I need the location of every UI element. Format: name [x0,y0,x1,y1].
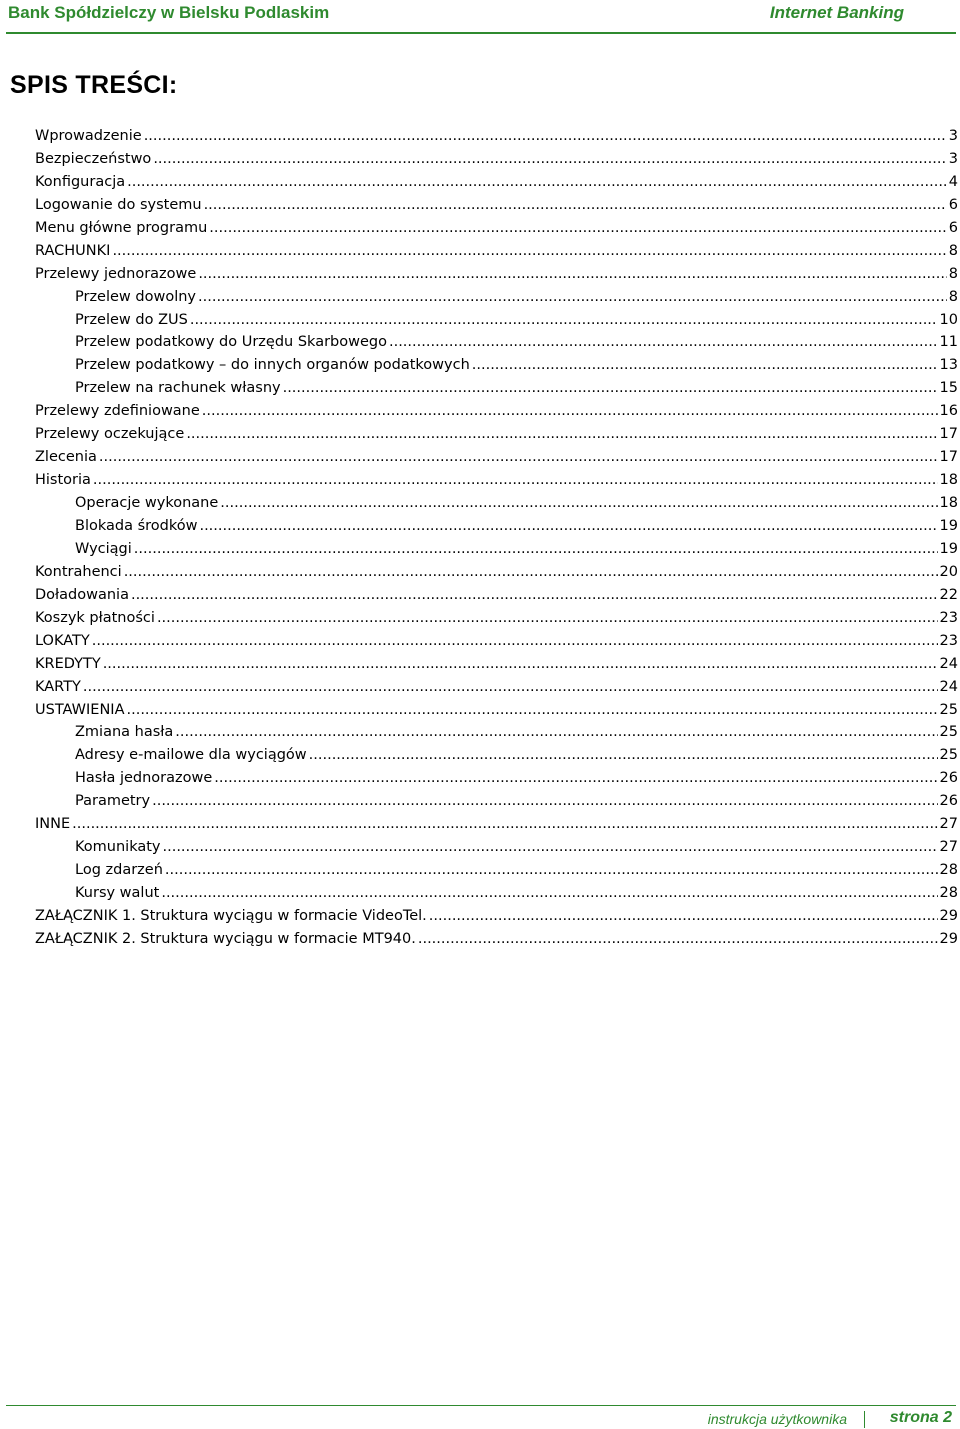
toc-dot-leader [472,355,938,375]
toc-entry-page: 15 [939,380,958,397]
toc-entry[interactable] [35,583,958,605]
toc-entry-page: 16 [939,403,958,420]
toc-dot-leader [389,332,938,352]
toc-dot-leader [103,654,938,674]
toc-entry-title: Parametry [75,793,151,810]
toc-entry-title: KARTY [35,678,81,695]
toc-entry[interactable] [75,766,958,788]
toc-entry-page: 23 [939,609,958,626]
footer-rule [6,1405,956,1406]
toc-dot-leader [283,378,938,398]
toc-entry-page: 13 [939,357,958,374]
toc-dot-leader [175,722,937,742]
toc-title: SPIS TREŚCI: [10,71,178,99]
toc-entry-page: 8 [948,265,958,282]
toc-entry-page: 20 [939,563,958,580]
toc-entry[interactable] [35,262,958,284]
toc-entry-page: 19 [939,517,958,534]
toc-dot-leader [204,195,947,215]
toc-entry-title: Przelew podatkowy do Urzędu Skarbowego [75,334,387,351]
toc-entry-page: 25 [939,724,958,741]
product-name: Internet Banking [769,3,904,22]
toc-dot-leader [112,241,946,261]
page-number: strona 2 [889,1409,952,1426]
toc-dot-leader [198,287,947,307]
toc-entry[interactable] [35,445,958,467]
toc-entry-page: 28 [939,862,958,879]
toc-dot-leader [153,149,946,169]
toc-entry-title: INNE [35,816,71,833]
header-rule [6,32,956,34]
toc-entry-title: KREDYTY [35,655,101,672]
toc-entry[interactable] [35,927,958,949]
toc-dot-leader [418,929,938,949]
toc-entry-title: Menu główne programu [35,219,208,236]
page-header [0,0,960,40]
toc-entry-page: 18 [939,472,958,489]
toc-entry[interactable] [75,353,958,375]
toc-entry-page: 3 [948,128,958,144]
toc-entry-page: 28 [939,885,958,902]
toc-entry[interactable] [35,216,958,238]
toc-entry-title: Komunikaty [75,839,161,856]
toc-entry[interactable] [75,330,958,352]
toc-entry-page: 23 [939,632,958,649]
toc-entry[interactable] [35,675,958,697]
toc-entry-title: Kontrahenci [35,563,122,580]
toc-entry-page: 18 [939,495,958,512]
toc-entry-page: 6 [948,219,958,236]
toc-entry-title: Przelewy jednorazowe [35,265,197,282]
toc-dot-leader [190,310,938,330]
toc-entry-title: Przelew podatkowy – do innych organów podatkowych [75,357,470,374]
toc-entry-title: Wprowadzenie [35,128,142,144]
toc-dot-leader [99,447,938,467]
toc-entry-page: 29 [939,907,958,924]
toc-entry[interactable] [35,193,958,215]
toc-dot-leader [161,883,937,903]
toc-entry-title: Przelewy oczekujące [35,426,185,443]
toc-entry-title: Koszyk płatności [35,609,155,626]
toc-entry-page: 29 [939,930,958,947]
toc-entry-title: Przelew na rachunek własny [75,380,281,397]
toc-dot-leader [309,745,938,765]
toc-dot-leader [214,768,937,788]
page-footer [0,1400,960,1429]
toc-entry[interactable] [35,124,958,146]
toc-dot-leader [186,424,937,444]
toc-entry[interactable] [75,376,958,398]
bank-name: Bank Spółdzielczy w Bielsku Podlaskim [8,3,330,22]
toc-entry-title: Kursy walut [75,885,160,902]
toc-entry-title: RACHUNKI [35,242,111,259]
toc-entry[interactable] [75,743,958,765]
toc-entry[interactable] [35,147,958,169]
toc-entry[interactable] [35,399,958,421]
toc-dot-leader [202,401,938,421]
toc-entry-title: Logowanie do systemu [35,196,202,213]
toc-entry-page: 19 [939,540,958,557]
toc-entry-title: Blokada środków [75,517,198,534]
toc-entry-page: 24 [939,678,958,695]
footer-separator [864,1411,865,1428]
toc-entry[interactable] [75,285,958,307]
toc-entry-page: 3 [948,150,958,167]
toc-entry-page: 26 [939,770,958,787]
toc-entry-title: USTAWIENIA [35,701,125,718]
toc-dot-leader [131,585,938,605]
toc-dot-leader [124,562,938,582]
toc-dot-leader [83,677,938,697]
toc-entry[interactable] [35,170,958,192]
toc-entry-page: 6 [948,196,958,213]
toc-entry-title: Zmiana hasła [75,724,174,741]
toc-entry-title: Przelewy zdefiniowane [35,403,200,420]
toc-entry[interactable] [35,422,958,444]
toc-entry-title: Konfiguracja [35,173,126,190]
toc-entry-page: 26 [939,793,958,810]
toc-entry[interactable] [75,491,958,513]
toc-entry-title: Wyciągi [75,540,132,557]
toc-entry-title: Zlecenia [35,449,97,466]
toc-entry-title: Przelew do ZUS [75,311,188,328]
toc-entry-title: ZAŁĄCZNIK 1. Struktura wyciągu w formacie VideoTel. [35,907,427,924]
toc-entry-title: Przelew dowolny [75,288,197,305]
toc-entry-page: 24 [939,655,958,672]
toc-entry[interactable] [75,308,958,330]
toc-entry-page: 10 [939,311,958,328]
toc-dot-leader [165,860,938,880]
toc-entry-page: 22 [939,586,958,603]
toc-entry-page: 8 [948,242,958,259]
toc-entry[interactable] [75,537,958,559]
toc-dot-leader [93,470,938,490]
toc-entry-page: 25 [939,701,958,718]
toc-entry-title: Adresy e-mailowe dla wyciągów [75,747,307,764]
toc-entry-title: Bezpieczeństwo [35,150,152,167]
toc-dot-leader [127,700,938,720]
toc-dot-leader [144,126,947,146]
toc-entry[interactable] [35,468,958,490]
toc-entry-title: Doładowania [35,586,129,603]
toc-entry[interactable] [35,652,958,674]
toc-dot-leader [157,608,938,628]
toc-entry[interactable] [75,881,958,903]
toc-entry-title: Hasła jednorazowe [75,770,213,787]
toc-entry-title: ZAŁĄCZNIK 2. Struktura wyciągu w formacie MT940. [35,930,416,947]
toc-entry[interactable] [75,858,958,880]
toc-entry[interactable] [75,835,958,857]
toc-entry[interactable] [35,698,958,720]
toc-dot-leader [92,631,938,651]
toc-entry[interactable] [35,560,958,582]
toc-entry[interactable] [35,239,958,261]
toc-dot-leader [198,264,946,284]
toc-entry[interactable] [75,720,958,742]
toc-entry-title: Log zdarzeń [75,862,163,879]
toc-dot-leader [134,539,938,559]
toc-entry[interactable] [35,904,958,926]
toc-entry-title: Historia [35,472,91,489]
toc-dot-leader [199,516,937,536]
toc-entry-page: 27 [939,816,958,833]
toc-entry-page: 8 [948,288,958,305]
toc-entry-title: Operacje wykonane [75,495,219,512]
toc-entry-page: 17 [939,449,958,466]
toc-entry[interactable] [75,789,958,811]
toc-entry-page: 27 [939,839,958,856]
toc-entry-page: 17 [939,426,958,443]
toc-entry-page: 4 [948,173,958,190]
toc-entry-page: 11 [939,334,958,351]
toc-dot-leader [127,172,947,192]
toc-dot-leader [72,814,937,834]
toc-dot-leader [429,906,938,926]
toc-entry-title: LOKATY [35,632,90,649]
manual-label: instrukcja użytkownika [707,1411,847,1427]
toc-entry[interactable] [35,606,958,628]
toc-entry[interactable] [75,514,958,536]
toc-entry-page: 25 [939,747,958,764]
toc-dot-leader [220,493,937,513]
toc-dot-leader [152,791,937,811]
toc-dot-leader [209,218,946,238]
toc-entry[interactable] [35,812,958,834]
toc-dot-leader [163,837,938,857]
toc-entry[interactable] [35,629,958,651]
